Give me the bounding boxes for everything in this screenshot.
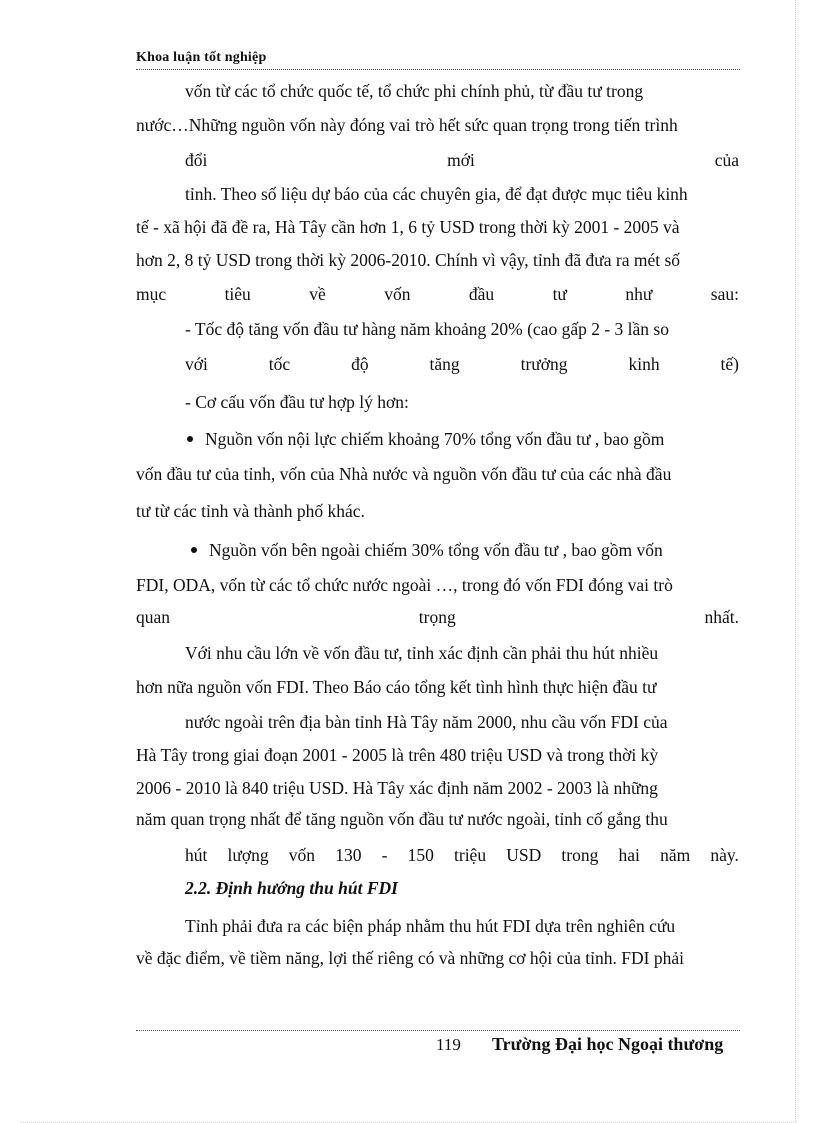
word: sau: [710,284,739,304]
word: này. [710,845,739,865]
text-line: về đặc điểm, về tiềm năng, lợi thế riêng có và những cơ hội của tỉnh. FDI phải [136,948,684,968]
word: hai [618,845,640,865]
word: tư [552,284,567,304]
text-line: vốn từ các tổ chức quốc tế, tổ chức phi chính phủ, từ đầu tư trong [185,81,644,101]
text-line: - Tốc độ tăng vốn đầu tư hàng năm khoảng 20% (cao gấp 2 - 3 lần so [185,319,669,339]
bullet-text: Nguồn vốn bên ngoài chiếm 30% tổng vốn đầu tư , bao gồm vốn [209,540,663,560]
page-number: 119 [436,1035,461,1054]
bullet-dot-icon [187,436,193,442]
word: vốn [384,284,411,304]
word: tế) [720,354,739,374]
word: triệu [454,845,487,865]
text-line: Với nhu cầu lớn về vốn đầu tư, tỉnh xác định cần phải thu hút nhiều [185,643,659,663]
bullet-item [191,539,663,561]
word: năm [660,845,691,865]
word: 130 [335,845,362,865]
word: nhất. [704,607,739,627]
text-line-justified [185,149,739,171]
word: vốn [288,845,316,865]
word: đầu [468,284,495,304]
text-line: hơn nữa nguồn vốn FDI. Theo Báo cáo tổng kết tình hình thực hiện đầu tư [136,677,657,697]
text-line: vốn đầu tư của tỉnh, vốn của Nhà nước và nguồn vốn đầu tư của các nhà đầu [136,464,672,484]
bullet-item [187,428,664,450]
text-line: Tỉnh phải đưa ra các biện pháp nhằm thu hút FDI dựa trên nghiên cứu [185,916,676,936]
footer-school-name: Trường Đại học Ngoại thương [492,1034,724,1054]
word: tốc [268,354,291,374]
word: hút [185,845,208,865]
text-line: hơn 2, 8 tỷ USD trong thời kỳ 2006-2010. Chính vì vậy, tỉnh đã đưa ra mét số [136,250,681,270]
text-line-justified [136,283,739,305]
word: đổi [185,150,208,170]
word: quan [136,607,171,627]
text-line: 2006 - 2010 là 840 triệu USD. Hà Tây xác định năm 2002 - 2003 là những [136,778,658,798]
bullet-dot-icon [191,547,197,553]
word: của [714,150,739,170]
header-title: Khoa luận tốt nghiệp [136,50,267,65]
word: tăng [429,354,460,374]
word: trưởng [520,354,568,374]
text-line: - Cơ cấu vốn đầu tư hợp lý hơn: [185,392,409,412]
word: với [185,354,208,374]
header-rule [136,69,740,70]
text-line: nước…Những nguồn vốn này đóng vai trò hết sức quan trọng trong tiến trình [136,115,678,135]
section-heading: 2.2. Định hướng thu hút FDI [185,878,398,898]
text-line: tư từ các tỉnh và thành phố khác. [136,501,365,521]
text-line: Hà Tây trong giai đoạn 2001 - 2005 là trên 480 triệu USD và trong thời kỳ [136,745,659,765]
word: tiêu [224,284,251,304]
text-line-justified [185,844,739,866]
word: trọng [418,607,456,627]
word: mục [136,284,167,304]
word: trong [561,845,599,865]
text-line: tế - xã hội đã đề ra, Hà Tây cần hơn 1, 6 tỷ USD trong thời kỳ 2001 - 2005 và [136,217,680,237]
word: USD [506,845,542,865]
word: lượng [227,845,269,865]
text-line-justified [185,353,739,375]
word: như [625,284,653,304]
word: 150 [407,845,434,865]
bullet-text: Nguồn vốn nội lực chiếm khoảng 70% tổng vốn đầu tư , bao gồm [205,429,665,449]
word: độ [351,354,369,374]
word: - [381,845,388,865]
text-line: nước ngoài trên địa bàn tỉnh Hà Tây năm 2000, nhu cầu vốn FDI của [185,712,668,732]
text-line: tỉnh. Theo số liệu dự báo của các chuyên gia, để đạt được mục tiêu kinh [185,184,688,204]
page-edge-right [795,0,796,1123]
word: về [309,284,326,304]
word: mới [447,150,475,170]
word: kinh [628,354,660,374]
text-line-justified [136,606,739,628]
footer-rule [136,1030,740,1031]
text-line: FDI, ODA, vốn từ các tổ chức nước ngoài …, trong đó vốn FDI đóng vai trò [136,575,673,595]
text-line: năm quan trọng nhất để tăng nguồn vốn đầu tư nước ngoài, tỉnh cố gắng thu [136,809,668,829]
